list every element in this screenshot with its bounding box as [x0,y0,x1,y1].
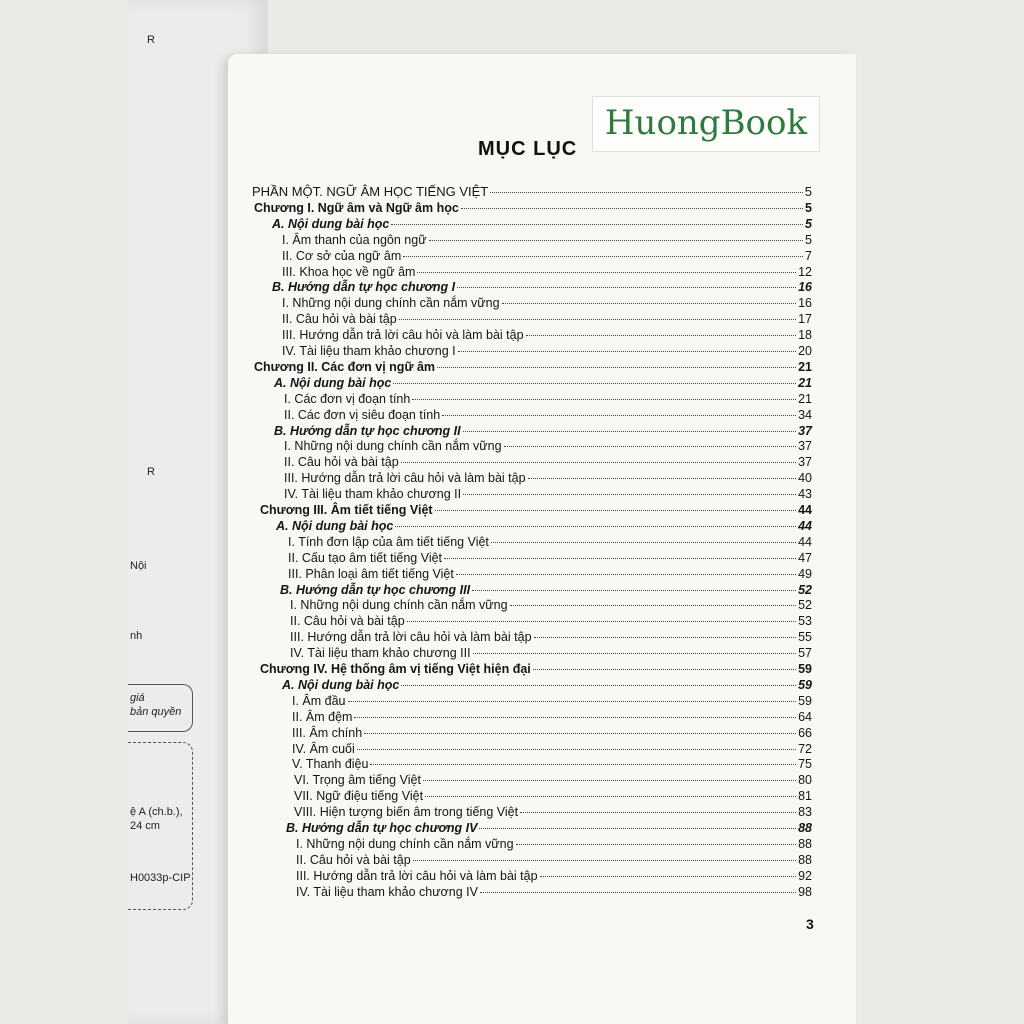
toc-leader-dots [393,383,796,384]
toc-entry [288,566,812,582]
toc-entry-label: III. Hướng dẫn trả lời câu hỏi và làm bài tập [296,869,538,883]
toc-entry-page: 40 [798,471,812,485]
toc-entry [296,836,812,852]
toc-entry-page: 44 [798,519,812,533]
toc-entry [294,772,812,788]
page-number: 3 [806,916,814,932]
toc-entry [292,741,812,757]
toc-entry-page: 59 [798,662,812,676]
toc-entry [272,216,812,232]
toc-entry [288,550,812,566]
toc-entry-page: 92 [798,869,812,883]
toc-leader-dots [520,812,796,813]
toc-leader-dots [528,478,797,479]
toc-entry-label: III. Hướng dẫn trả lời câu hỏi và làm bài tập [282,328,524,342]
toc-leader-dots [423,780,796,781]
toc-entry-page: 53 [798,614,812,628]
toc-entry-label: B. Hướng dẫn tự học chương IV [286,821,478,835]
toc-entry [296,884,812,900]
toc-entry-label: II. Câu hỏi và bài tập [284,455,399,469]
toc-entry [282,248,812,264]
toc-leader-dots [479,828,796,829]
toc-leader-dots [435,510,797,511]
toc-entry-page: 20 [798,344,812,358]
left-fragment: H0033p-CIP [130,872,191,884]
toc-leader-dots [429,240,803,241]
toc-leader-dots [473,653,797,654]
toc-entry [294,804,812,820]
toc-entry [274,423,812,439]
toc-entry-label: VI. Trọng âm tiếng Việt [294,773,421,787]
toc-entry-label: VIII. Hiện tượng biến âm trong tiếng Việt [294,805,519,819]
toc-leader-dots [504,446,797,447]
toc-entry [282,327,812,343]
toc-entry-label: II. Các đơn vị siêu đoạn tính [284,408,441,422]
toc-entry-page: 88 [798,837,812,851]
toc-entry [282,295,812,311]
toc-entry-page: 81 [798,789,812,803]
toc-entry [284,438,812,454]
toc-entry-label: I. Các đơn vị đoạn tính [284,392,411,406]
toc-leader-dots [412,399,796,400]
left-fragment: R [147,34,155,46]
toc-entry-label: II. Cấu tạo âm tiết tiếng Việt [288,551,443,565]
toc-entry [282,343,812,359]
toc-entry-page: 5 [805,217,812,231]
left-fragment: 24 cm [130,820,160,832]
toc-entry [292,709,812,725]
toc-entry [296,852,812,868]
toc-entry [292,756,812,772]
toc-entry-label: I. Những nội dung chính cần nắm vững [284,439,502,453]
toc-entry-label: A. Nội dung bài học [274,376,392,390]
toc-entry-page: 52 [798,598,812,612]
toc-entry-label: Chương III. Âm tiết tiếng Việt [260,503,433,517]
toc-leader-dots [457,287,796,288]
toc-entry-page: 66 [798,726,812,740]
toc-entry [290,597,812,613]
toc-entry [294,788,812,804]
toc-entry-page: 34 [798,408,812,422]
toc-entry-page: 5 [804,184,812,199]
toc-entry [292,693,812,709]
toc-leader-dots [348,701,797,702]
toc-entry-label: VII. Ngữ điệu tiếng Việt [294,789,424,803]
toc-entry-label: III. Phân loại âm tiết tiếng Việt [288,567,454,581]
toc-entry-page: 59 [798,678,812,692]
toc-entry [282,264,812,280]
toc-entry [254,200,812,216]
toc-entry-label: II. Câu hỏi và bài tập [296,853,411,867]
toc-leader-dots [540,876,797,877]
toc-entry [290,645,812,661]
toc-entry [254,359,812,375]
toc-entry [274,375,812,391]
toc-entry [252,184,812,200]
toc-entry-page: 21 [798,376,812,390]
toc-entry [280,582,812,598]
toc-leader-dots [472,590,796,591]
toc-leader-dots [463,431,796,432]
toc-entry-page: 7 [805,249,812,263]
toc-entry-page: 5 [805,201,812,215]
toc-entry-page: 47 [798,551,812,565]
toc-entry [284,454,812,470]
toc-entry-label: II. Âm đệm [292,710,353,724]
left-fragment: R [147,466,155,478]
toc-leader-dots [516,844,797,845]
toc-entry [292,725,812,741]
toc-entry-label: Chương II. Các đơn vị ngữ âm [254,360,436,374]
toc-entry [296,868,812,884]
toc-entry-page: 72 [798,742,812,756]
toc-entry-page: 44 [798,535,812,549]
toc-entry-page: 59 [798,694,812,708]
toc-leader-dots [354,717,796,718]
left-fragment: bản quyền [130,706,182,718]
toc-leader-dots [401,685,796,686]
toc-entry-page: 88 [798,821,812,835]
toc-entry [260,502,812,518]
toc-entry [290,629,812,645]
toc-entry-label: III. Hướng dẫn trả lời câu hỏi và làm bài tập [284,471,526,485]
toc-leader-dots [534,637,797,638]
toc-leader-dots [526,335,797,336]
toc-entry-label: III. Hướng dẫn trả lời câu hỏi và làm bài tập [290,630,532,644]
toc-entry-label: Chương I. Ngữ âm và Ngữ âm học [254,201,459,215]
toc-entry-page: 12 [798,265,812,279]
toc-leader-dots [502,303,797,304]
toc-leader-dots [403,256,803,257]
toc-entry-label: I. Tính đơn lập của âm tiết tiếng Việt [288,535,489,549]
toc-entry-page: 49 [798,567,812,581]
toc-title: MỤC LỤC [478,138,578,160]
toc-entry-label: IV. Tài liệu tham khảo chương II [284,487,462,501]
toc-entry-page: 17 [798,312,812,326]
toc-entry-label: A. Nội dung bài học [272,217,390,231]
toc-entry-label: V. Thanh điệu [292,757,369,771]
toc-entry-page: 64 [798,710,812,724]
toc-leader-dots [413,860,796,861]
toc-entry-label: B. Hướng dẫn tự học chương I [272,280,456,294]
toc-entry-page: 16 [798,280,812,294]
toc-leader-dots [442,415,796,416]
toc-entry-label: IV. Tài liệu tham khảo chương III [290,646,471,660]
toc-leader-dots [437,367,796,368]
toc-entry-page: 57 [798,646,812,660]
toc-entry-page: 75 [798,757,812,771]
toc-entry-label: II. Cơ sở của ngữ âm [282,249,402,263]
toc-leader-dots [391,224,803,225]
toc-entry-label: PHẦN MỘT. NGỮ ÂM HỌC TIẾNG VIỆT [252,184,489,199]
toc-entry-label: IV. Tài liệu tham khảo chương IV [296,885,478,899]
toc-entry-page: 37 [798,455,812,469]
toc-entry [290,613,812,629]
toc-entry-page: 44 [798,503,812,517]
toc-entry-label: I. Những nội dung chính cần nắm vững [282,296,500,310]
toc-leader-dots [425,796,796,797]
toc-leader-dots [490,192,803,193]
toc-entry-label: I. Âm đầu [292,694,346,708]
toc-entry-page: 21 [798,392,812,406]
toc-entry-label: I. Âm thanh của ngôn ngữ [282,233,427,247]
toc-entry-page: 21 [798,360,812,374]
toc-entry [276,518,812,534]
toc-entry-page: 37 [798,439,812,453]
toc-leader-dots [444,558,796,559]
toc-leader-dots [533,669,796,670]
left-fragment: ệ A (ch.b.), [130,806,183,818]
toc-entry-label: B. Hướng dẫn tự học chương II [274,424,461,438]
toc-entry [282,232,812,248]
toc-entry [286,820,812,836]
toc-entry-page: 16 [798,296,812,310]
toc-entry-label: II. Câu hỏi và bài tập [290,614,405,628]
toc-entry-label: IV. Tài liệu tham khảo chương I [282,344,456,358]
toc-entry-label: III. Âm chính [292,726,363,740]
toc-leader-dots [461,208,803,209]
toc-entry [284,470,812,486]
toc-leader-dots [463,494,796,495]
toc-entry-page: 5 [805,233,812,247]
toc-entry-page: 80 [798,773,812,787]
toc-entry-label: Chương IV. Hệ thống âm vị tiếng Việt hiện đại [260,662,531,676]
toc-entry-page: 55 [798,630,812,644]
toc-leader-dots [395,526,796,527]
toc-entry [284,391,812,407]
toc-entry-page: 52 [798,583,812,597]
toc-leader-dots [491,542,796,543]
toc-entry-label: I. Những nội dung chính cần nắm vững [296,837,514,851]
toc-entry [260,661,812,677]
toc-entry-page: 43 [798,487,812,501]
toc-leader-dots [456,574,796,575]
toc-entry-page: 18 [798,328,812,342]
toc-entry-label: A. Nội dung bài học [282,678,400,692]
toc-entry-page: 83 [798,805,812,819]
toc-leader-dots [357,749,796,750]
toc-leader-dots [370,764,796,765]
toc-leader-dots [480,892,796,893]
toc-entry-label: I. Những nội dung chính cần nắm vững [290,598,508,612]
toc-leader-dots [407,621,796,622]
toc-entry-page: 37 [798,424,812,438]
toc-entry-label: III. Khoa học về ngữ âm [282,265,416,279]
toc-entry-page: 88 [798,853,812,867]
toc-leader-dots [417,272,796,273]
toc-entry-label: IV. Âm cuối [292,742,355,756]
toc-leader-dots [458,351,796,352]
huongbook-stamp: HuongBook [592,96,820,152]
toc-entry [282,311,812,327]
toc-entry-label: B. Hướng dẫn tự học chương III [280,583,471,597]
toc-entry [284,486,812,502]
toc-entry [282,677,812,693]
toc-leader-dots [399,319,796,320]
toc-entry [288,534,812,550]
toc-leader-dots [510,605,797,606]
left-fragment: nh [130,630,143,642]
toc-leader-dots [401,462,796,463]
toc-entry-label: II. Câu hỏi và bài tập [282,312,397,326]
toc-entry [284,407,812,423]
left-fragment: giá [130,692,145,704]
toc-entry-label: A. Nội dung bài học [276,519,394,533]
toc-entry-page: 98 [798,885,812,899]
toc-leader-dots [364,733,796,734]
left-fragment: Nội [130,560,147,572]
toc-entry [272,279,812,295]
